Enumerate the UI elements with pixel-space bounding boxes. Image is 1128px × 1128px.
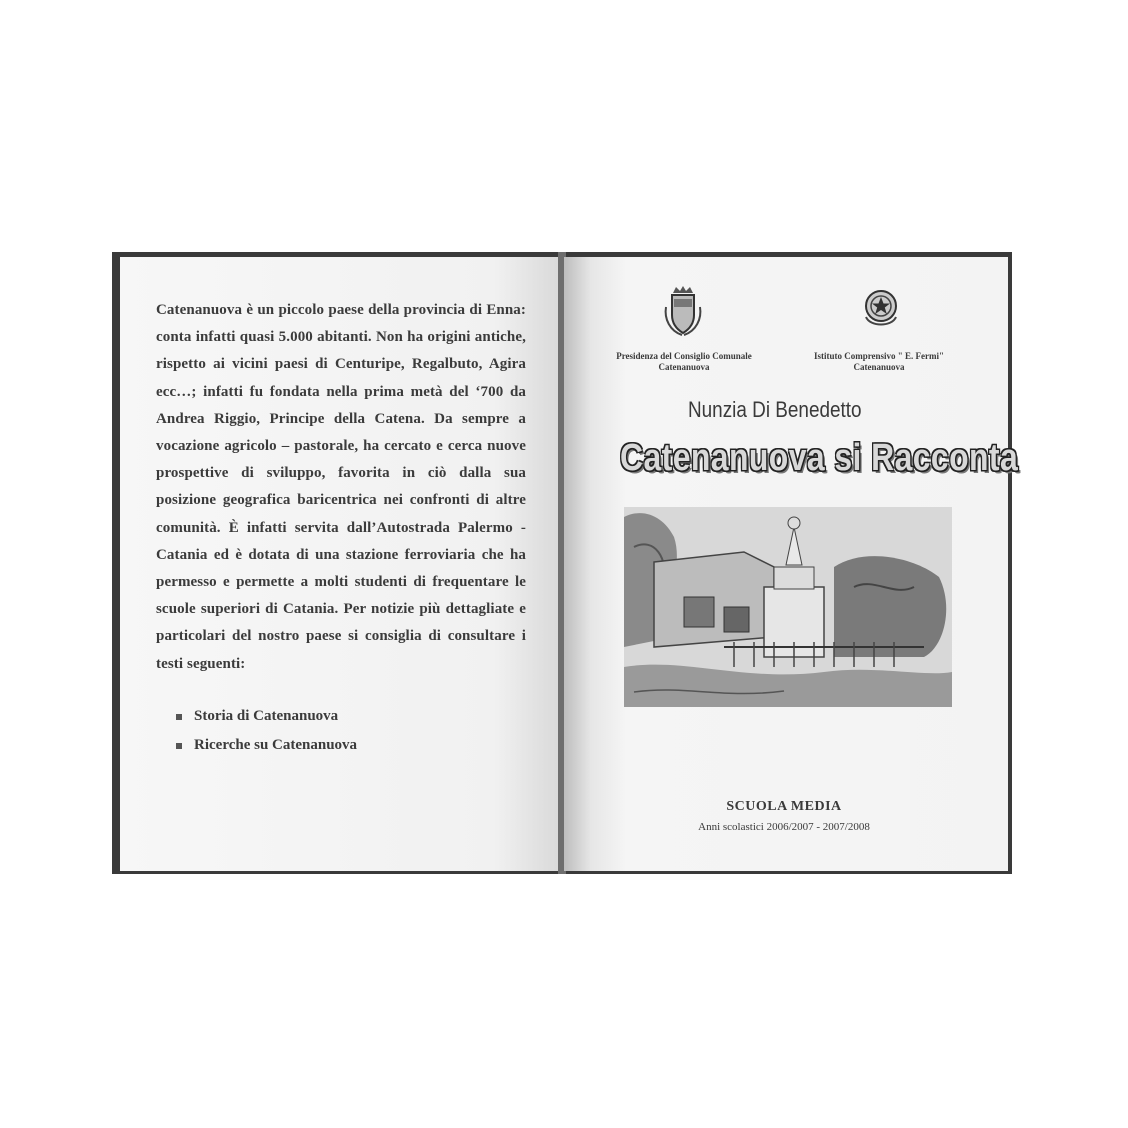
school-label: SCUOLA MEDIA bbox=[726, 799, 842, 814]
book-scan bbox=[112, 252, 1019, 874]
institution-right bbox=[804, 351, 954, 373]
left-page bbox=[120, 257, 560, 871]
list-item bbox=[176, 731, 357, 760]
institution-town: Catenanuova bbox=[658, 362, 710, 372]
bullet-icon bbox=[176, 743, 182, 749]
institution-left bbox=[604, 351, 764, 373]
list-item bbox=[176, 702, 357, 731]
institution-name: Istituto Comprensivo " E. Fermi" bbox=[813, 351, 945, 361]
monument-illustration bbox=[624, 507, 952, 707]
institution-town: Catenanuova bbox=[853, 362, 905, 372]
reference-list bbox=[176, 702, 357, 760]
institution-name: Presidenza del Consiglio Comunale bbox=[616, 351, 752, 361]
municipal-coat-of-arms-icon bbox=[662, 285, 704, 337]
right-page bbox=[564, 257, 1019, 871]
intro-paragraph: Catenanuova è un piccolo paese della provincia di Enna: conta infatti quasi 5.000 abitanti. Non ha origini antiche, rispetto ai vicini paesi di Centuripe, Regalbuto, Agira ecc…; infatti fu fondata nella prima metà del ‘700 da Andrea Riggio, Principe della Catena. Da sempre a vocazione agricolo – pastorale, ha cercato e cerca nuove prospettive di sviluppo, favorita in ciò dalla sua posizione geografica baricentrica nei confronti di altre comunità. È infatti servita dall’Autostrada Palermo - Catania ed è dotata di una stazione ferroviaria che ha permesso e permette a molti studenti di frequentare le scuole superiori di Catania. Per notizie più dettagliate e particolari del nostro paese si consiglia di consultare i testi seguenti: bbox=[156, 302, 526, 672]
reference-label: Storia di Catenanuova bbox=[194, 708, 339, 724]
school-years: Anni scolastici 2006/2007 - 2007/2008 bbox=[698, 821, 870, 833]
bullet-icon bbox=[176, 714, 182, 720]
reference-label: Ricerche su Catenanuova bbox=[194, 737, 358, 753]
author-name: Nunzia Di Benedetto bbox=[688, 397, 862, 422]
italian-republic-emblem-icon bbox=[860, 287, 902, 331]
book-title: Catenanuova si Racconta bbox=[620, 437, 1019, 479]
